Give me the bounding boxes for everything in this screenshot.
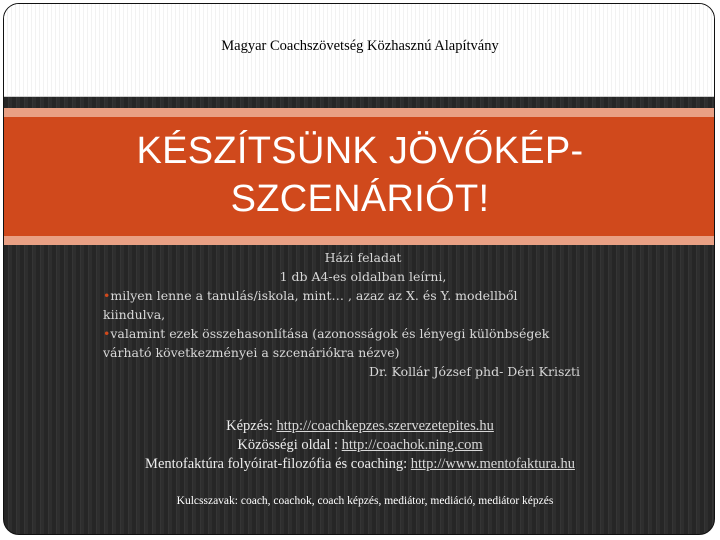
kozossegi-link[interactable]: http://coachok.ning.com xyxy=(341,437,483,453)
body-subheading: 1 db A4-es oldalban leírni, xyxy=(279,269,447,284)
bullet-1-line-1: milyen lenne a tanulás/iskola, mint… , azaz az X. és Y. modellből xyxy=(110,288,518,303)
title-band-top-stripe xyxy=(4,108,714,117)
title-band-bottom-stripe xyxy=(4,236,714,245)
bullet-marker: • xyxy=(103,288,111,303)
kozossegi-label: Közösségi oldal : xyxy=(237,437,342,453)
links-block xyxy=(0,417,720,474)
kepzes-link[interactable]: http://coachkepzes.szervezetepites.hu xyxy=(276,418,494,434)
kepzes-label: Képzés: xyxy=(226,418,277,434)
header-organization: Magyar Coachszövetség Közhasznú Alapítvány xyxy=(221,38,499,54)
bullet-marker: • xyxy=(103,326,111,341)
slide-title xyxy=(0,127,720,223)
slide-body xyxy=(103,248,623,381)
link-row-kepzes xyxy=(0,417,720,436)
mentofaktura-label: Mentofaktúra folyóirat-filozófia és coaching: xyxy=(145,456,411,472)
bullet-2-line-2: várható következményei a szcenáriókra nézve) xyxy=(103,345,400,360)
bullet-2-line-1: valamint ezek összehasonlítása (azonosságok és lényegi különbségek xyxy=(110,326,550,341)
bullet-1-line-2: kiindulva, xyxy=(103,307,166,322)
mentofaktura-link[interactable]: http://www.mentofaktura.hu xyxy=(410,456,575,472)
bullet-2 xyxy=(103,326,549,360)
link-row-kozossegi xyxy=(0,436,720,455)
link-row-mentofaktura xyxy=(0,455,720,474)
body-authors: Dr. Kollár József phd- Déri Kriszti xyxy=(369,364,580,379)
body-heading: Házi feladat xyxy=(324,250,402,265)
keywords-footer: Kulcsszavak: coach, coachok, coach képzés, mediátor, mediáció, mediátor képzés xyxy=(176,495,554,507)
bullet-1 xyxy=(103,288,518,322)
title-line-2: SZCENÁRIÓT! xyxy=(230,178,490,220)
title-line-1: KÉSZÍTSÜNK JÖVŐKÉP- xyxy=(136,130,584,172)
